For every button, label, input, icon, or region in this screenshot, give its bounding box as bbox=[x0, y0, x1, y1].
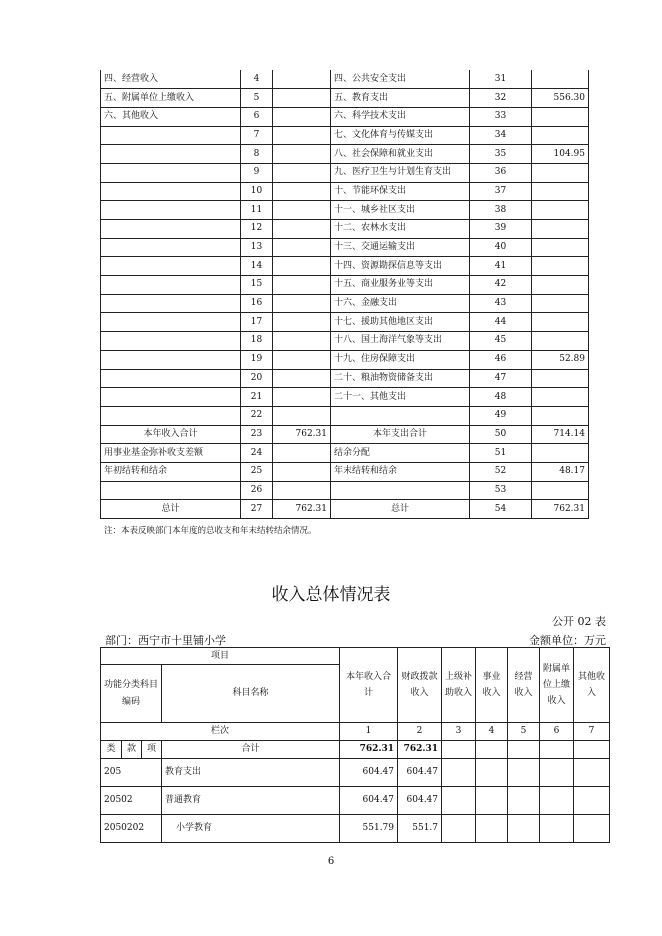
table-row bbox=[101, 107, 589, 126]
expense-item: 四、公共安全支出 bbox=[331, 70, 470, 89]
header-affiliated-income: 附属单位上缴收入 bbox=[540, 648, 574, 723]
table-row bbox=[101, 313, 589, 332]
income-item: 五、附属单位上缴收入 bbox=[101, 89, 241, 108]
expense-item: 二十、粮油物资储备支出 bbox=[331, 369, 470, 388]
expense-line-number: 50 bbox=[470, 425, 532, 444]
income-line-number: 24 bbox=[241, 444, 273, 463]
expense-line-number: 40 bbox=[470, 238, 532, 257]
expense-amount: 52.89 bbox=[532, 350, 589, 369]
expense-item bbox=[331, 406, 470, 425]
table-row bbox=[101, 500, 589, 519]
table2-title: 收入总体情况表 bbox=[271, 585, 391, 605]
income-line-number: 4 bbox=[241, 70, 273, 89]
subject-name: 小学教育 bbox=[162, 815, 340, 843]
table-row bbox=[101, 70, 589, 89]
expense-item: 八、社会保障和就业支出 bbox=[331, 145, 470, 164]
income-amount bbox=[273, 163, 331, 182]
income-item bbox=[101, 182, 241, 201]
income-item: 年初结转和结余 bbox=[101, 462, 241, 481]
table-row bbox=[101, 257, 589, 276]
table-row bbox=[101, 369, 589, 388]
income-item bbox=[101, 201, 241, 220]
income-line-number: 13 bbox=[241, 238, 273, 257]
table-row bbox=[101, 787, 610, 815]
income-line-number: 9 bbox=[241, 163, 273, 182]
expense-line-number: 47 bbox=[470, 369, 532, 388]
income-amount bbox=[273, 126, 331, 145]
expense-item: 十九、住房保障支出 bbox=[331, 350, 470, 369]
expense-line-number: 46 bbox=[470, 350, 532, 369]
income-amount bbox=[273, 444, 331, 463]
income-item bbox=[101, 276, 241, 295]
expense-line-number: 53 bbox=[470, 481, 532, 500]
income-amount bbox=[273, 107, 331, 126]
table-row bbox=[101, 145, 589, 164]
expense-line-number: 38 bbox=[470, 201, 532, 220]
subject-name: 普通教育 bbox=[162, 787, 340, 815]
expense-item: 九、医疗卫生与计划生育支出 bbox=[331, 163, 470, 182]
function-code: 205 bbox=[101, 759, 162, 787]
income-amount bbox=[273, 406, 331, 425]
expense-item: 七、文化体育与传媒支出 bbox=[331, 126, 470, 145]
income-overview-table bbox=[100, 647, 610, 843]
expense-line-number: 35 bbox=[470, 145, 532, 164]
income-amount bbox=[273, 89, 331, 108]
expense-amount bbox=[532, 406, 589, 425]
empty-cell bbox=[442, 759, 476, 787]
total-income: 604.47 bbox=[340, 787, 398, 815]
income-line-number: 5 bbox=[241, 89, 273, 108]
table-row bbox=[101, 201, 589, 220]
table-row bbox=[101, 182, 589, 201]
income-amount bbox=[273, 481, 331, 500]
expense-line-number: 31 bbox=[470, 70, 532, 89]
total-income-value: 762.31 bbox=[340, 741, 398, 759]
income-amount bbox=[273, 294, 331, 313]
header-other-income: 其他收入 bbox=[574, 648, 610, 723]
income-amount bbox=[273, 182, 331, 201]
expense-amount: 104.95 bbox=[532, 145, 589, 164]
income-line-number: 15 bbox=[241, 276, 273, 295]
expense-amount bbox=[532, 313, 589, 332]
table-row bbox=[101, 163, 589, 182]
lanci-label: 栏次 bbox=[101, 723, 340, 741]
income-line-number: 12 bbox=[241, 220, 273, 239]
income-amount bbox=[273, 220, 331, 239]
expense-line-number: 37 bbox=[470, 182, 532, 201]
expense-item: 十二、农林水支出 bbox=[331, 220, 470, 239]
income-amount: 762.31 bbox=[273, 425, 331, 444]
empty-cell bbox=[476, 787, 508, 815]
expense-amount bbox=[532, 444, 589, 463]
expense-amount: 714.14 bbox=[532, 425, 589, 444]
expense-amount bbox=[532, 332, 589, 351]
amount-unit-label: 金额单位：万元 bbox=[529, 634, 606, 647]
function-code: 2050202 bbox=[101, 815, 162, 843]
page-number: 6 bbox=[327, 856, 335, 867]
income-amount bbox=[273, 313, 331, 332]
subject-name: 教育支出 bbox=[162, 759, 340, 787]
income-item: 总计 bbox=[101, 500, 241, 519]
expense-amount bbox=[532, 107, 589, 126]
income-line-number: 16 bbox=[241, 294, 273, 313]
expense-line-number: 39 bbox=[470, 220, 532, 239]
header-total-income: 本年收入合计 bbox=[340, 648, 398, 723]
income-amount bbox=[273, 369, 331, 388]
table-row bbox=[101, 350, 589, 369]
income-item bbox=[101, 369, 241, 388]
income-amount bbox=[273, 257, 331, 276]
income-item: 六、其他收入 bbox=[101, 107, 241, 126]
income-line-number: 21 bbox=[241, 388, 273, 407]
income-item bbox=[101, 332, 241, 351]
empty-cell bbox=[442, 787, 476, 815]
expense-item: 十六、金融支出 bbox=[331, 294, 470, 313]
expense-amount: 556.30 bbox=[532, 89, 589, 108]
income-amount bbox=[273, 201, 331, 220]
column-number: 7 bbox=[574, 723, 610, 741]
empty-cell bbox=[540, 815, 574, 843]
table-note: 注：本表反映部门本年度的总收支和年末结转结余情况。 bbox=[104, 526, 317, 536]
expense-line-number: 52 bbox=[470, 462, 532, 481]
expense-amount bbox=[532, 220, 589, 239]
table-row bbox=[101, 276, 589, 295]
income-item bbox=[101, 145, 241, 164]
expense-line-number: 45 bbox=[470, 332, 532, 351]
column-number: 4 bbox=[476, 723, 508, 741]
expense-line-number: 43 bbox=[470, 294, 532, 313]
income-line-number: 18 bbox=[241, 332, 273, 351]
total-fiscal-value: 762.31 bbox=[398, 741, 442, 759]
expense-item: 二十一、其他支出 bbox=[331, 388, 470, 407]
expense-amount bbox=[532, 201, 589, 220]
income-amount bbox=[273, 462, 331, 481]
income-item bbox=[101, 220, 241, 239]
expense-amount bbox=[532, 182, 589, 201]
empty-cell bbox=[508, 759, 540, 787]
expense-item: 本年支出合计 bbox=[331, 425, 470, 444]
empty-cell bbox=[574, 815, 610, 843]
expense-line-number: 34 bbox=[470, 126, 532, 145]
income-item bbox=[101, 313, 241, 332]
header-business-income: 经营收入 bbox=[508, 648, 540, 723]
income-item bbox=[101, 481, 241, 500]
expense-item: 十八、国土海洋气象等支出 bbox=[331, 332, 470, 351]
header-fiscal-income: 财政拨款收入 bbox=[398, 648, 442, 723]
expense-item: 十五、商业服务业等支出 bbox=[331, 276, 470, 295]
income-line-number: 26 bbox=[241, 481, 273, 500]
expense-line-number: 44 bbox=[470, 313, 532, 332]
empty-cell bbox=[442, 815, 476, 843]
fiscal-income: 551.7 bbox=[398, 815, 442, 843]
income-item: 四、经营收入 bbox=[101, 70, 241, 89]
header-func-code: 功能分类科目编码 bbox=[101, 665, 162, 723]
expense-line-number: 48 bbox=[470, 388, 532, 407]
column-number: 1 bbox=[340, 723, 398, 741]
table-code: 公开 02 表 bbox=[552, 615, 606, 628]
income-line-number: 20 bbox=[241, 369, 273, 388]
header-superior-subsidy: 上级补助收入 bbox=[442, 648, 476, 723]
expense-item: 六、科学技术支出 bbox=[331, 107, 470, 126]
expense-item: 结余分配 bbox=[331, 444, 470, 463]
header-project: 项目 bbox=[101, 648, 340, 665]
expense-item: 五、教育支出 bbox=[331, 89, 470, 108]
expense-line-number: 32 bbox=[470, 89, 532, 108]
income-line-number: 7 bbox=[241, 126, 273, 145]
column-number: 3 bbox=[442, 723, 476, 741]
fiscal-income: 604.47 bbox=[398, 787, 442, 815]
table-row bbox=[101, 388, 589, 407]
xiang-label: 项 bbox=[142, 741, 162, 759]
income-amount bbox=[273, 70, 331, 89]
income-item bbox=[101, 350, 241, 369]
income-item bbox=[101, 126, 241, 145]
table-row bbox=[101, 332, 589, 351]
fiscal-income: 604.47 bbox=[398, 759, 442, 787]
income-amount bbox=[273, 145, 331, 164]
income-item bbox=[101, 406, 241, 425]
expense-amount bbox=[532, 276, 589, 295]
expense-amount: 48.17 bbox=[532, 462, 589, 481]
expense-amount bbox=[532, 481, 589, 500]
expense-amount bbox=[532, 369, 589, 388]
income-amount: 762.31 bbox=[273, 500, 331, 519]
income-expense-summary-table bbox=[100, 70, 589, 519]
income-item bbox=[101, 257, 241, 276]
income-line-number: 6 bbox=[241, 107, 273, 126]
expense-amount: 762.31 bbox=[532, 500, 589, 519]
income-line-number: 25 bbox=[241, 462, 273, 481]
income-amount bbox=[273, 332, 331, 351]
table-row bbox=[101, 815, 610, 843]
expense-line-number: 42 bbox=[470, 276, 532, 295]
header-career-income: 事业收入 bbox=[476, 648, 508, 723]
expense-amount bbox=[532, 126, 589, 145]
empty-cell bbox=[508, 815, 540, 843]
table-row bbox=[101, 462, 589, 481]
empty-cell bbox=[574, 759, 610, 787]
empty-cell bbox=[540, 759, 574, 787]
total-income: 551.79 bbox=[340, 815, 398, 843]
expense-amount bbox=[532, 257, 589, 276]
expense-item: 总计 bbox=[331, 500, 470, 519]
income-amount bbox=[273, 276, 331, 295]
expense-item: 十三、交通运输支出 bbox=[331, 238, 470, 257]
expense-line-number: 41 bbox=[470, 257, 532, 276]
expense-item: 十七、援助其他地区支出 bbox=[331, 313, 470, 332]
table-row bbox=[101, 481, 589, 500]
function-code: 20502 bbox=[101, 787, 162, 815]
table-row bbox=[101, 238, 589, 257]
table-row bbox=[101, 220, 589, 239]
lei-label: 类 bbox=[101, 741, 122, 759]
income-line-number: 19 bbox=[241, 350, 273, 369]
income-item bbox=[101, 294, 241, 313]
empty-cell bbox=[508, 787, 540, 815]
income-item bbox=[101, 388, 241, 407]
income-item bbox=[101, 238, 241, 257]
expense-amount bbox=[532, 238, 589, 257]
expense-amount bbox=[532, 388, 589, 407]
income-line-number: 22 bbox=[241, 406, 273, 425]
income-item bbox=[101, 163, 241, 182]
table-row bbox=[101, 89, 589, 108]
income-item: 用事业基金弥补收支差额 bbox=[101, 444, 241, 463]
kuan-label: 款 bbox=[122, 741, 142, 759]
income-amount bbox=[273, 238, 331, 257]
table-row bbox=[101, 126, 589, 145]
total-row-label: 合计 bbox=[162, 741, 340, 759]
income-line-number: 27 bbox=[241, 500, 273, 519]
expense-line-number: 51 bbox=[470, 444, 532, 463]
table-row bbox=[101, 406, 589, 425]
column-number: 5 bbox=[508, 723, 540, 741]
expense-item: 十、节能环保支出 bbox=[331, 182, 470, 201]
empty-cell bbox=[476, 759, 508, 787]
income-line-number: 8 bbox=[241, 145, 273, 164]
column-number: 2 bbox=[398, 723, 442, 741]
empty-cell bbox=[476, 815, 508, 843]
income-amount bbox=[273, 350, 331, 369]
income-line-number: 17 bbox=[241, 313, 273, 332]
expense-item: 年末结转和结余 bbox=[331, 462, 470, 481]
expense-amount bbox=[532, 70, 589, 89]
expense-line-number: 54 bbox=[470, 500, 532, 519]
table-row bbox=[101, 294, 589, 313]
income-line-number: 23 bbox=[241, 425, 273, 444]
empty-cell bbox=[574, 787, 610, 815]
table-row bbox=[101, 425, 589, 444]
total-income: 604.47 bbox=[340, 759, 398, 787]
expense-item: 十四、资源勘探信息等支出 bbox=[331, 257, 470, 276]
income-line-number: 14 bbox=[241, 257, 273, 276]
table-row bbox=[101, 759, 610, 787]
header-subject-name: 科目名称 bbox=[162, 665, 340, 723]
expense-line-number: 49 bbox=[470, 406, 532, 425]
empty-cell bbox=[540, 787, 574, 815]
expense-amount bbox=[532, 294, 589, 313]
income-amount bbox=[273, 388, 331, 407]
expense-line-number: 33 bbox=[470, 107, 532, 126]
expense-line-number: 36 bbox=[470, 163, 532, 182]
table-row bbox=[101, 444, 589, 463]
expense-amount bbox=[532, 163, 589, 182]
column-number: 6 bbox=[540, 723, 574, 741]
income-line-number: 11 bbox=[241, 201, 273, 220]
department-label: 部门：西宁市十里铺小学 bbox=[105, 634, 226, 647]
income-item: 本年收入合计 bbox=[101, 425, 241, 444]
expense-item bbox=[331, 481, 470, 500]
income-line-number: 10 bbox=[241, 182, 273, 201]
expense-item: 十一、城乡社区支出 bbox=[331, 201, 470, 220]
